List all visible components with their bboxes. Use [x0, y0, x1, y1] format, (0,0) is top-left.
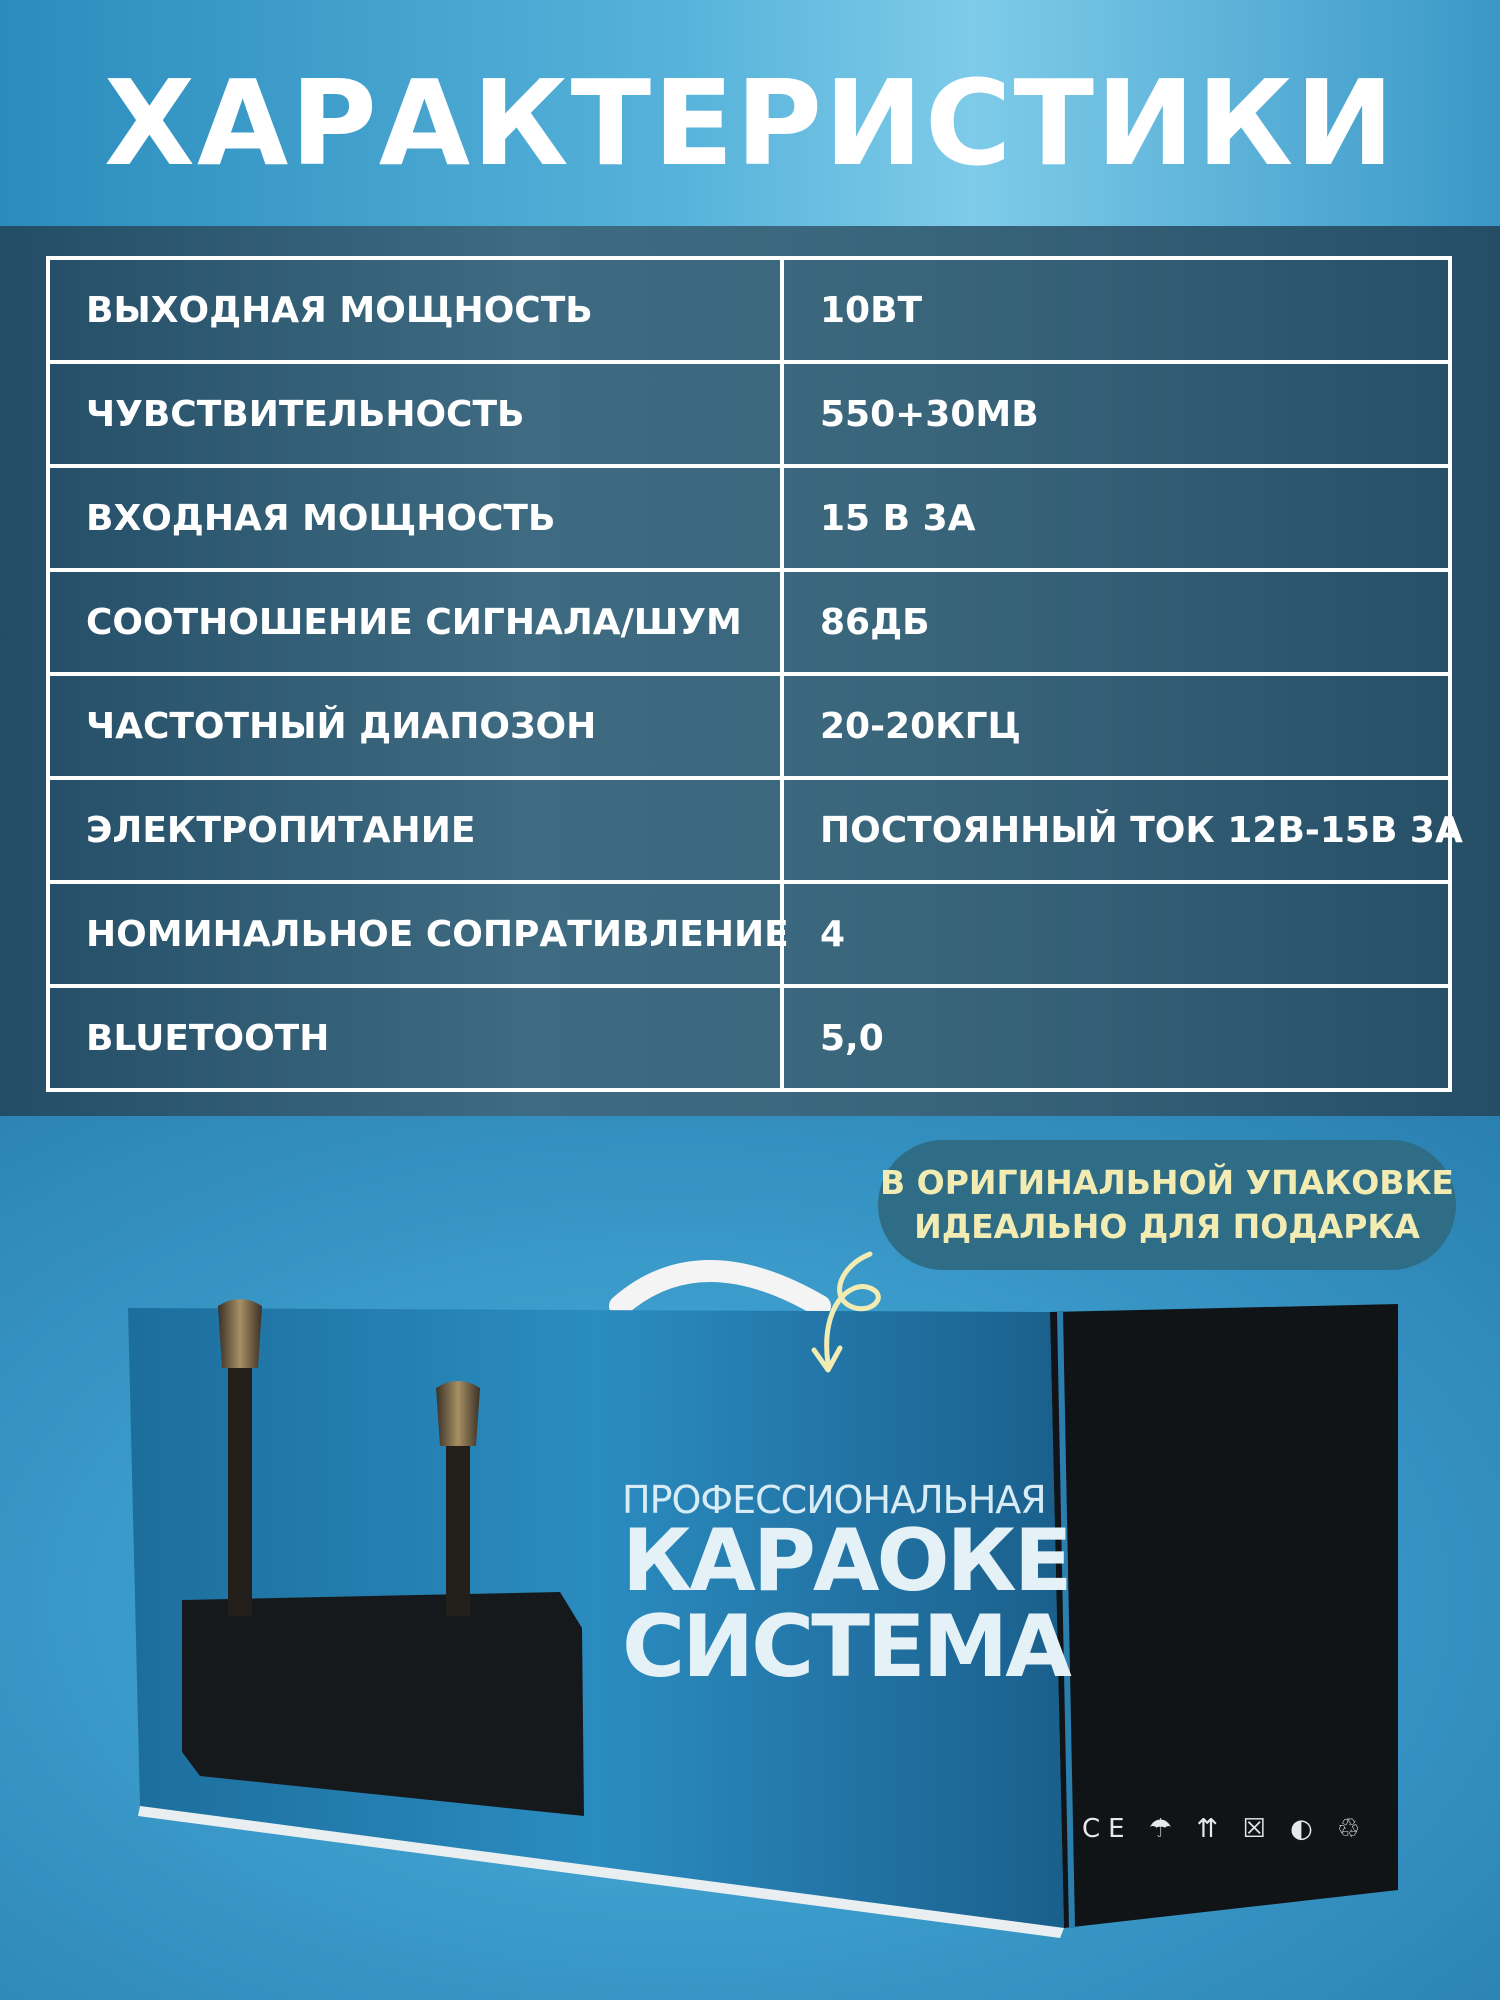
box-subtitle: ПРОФЕССИОНАЛЬНАЯ	[622, 1478, 1046, 1522]
spec-key: ВЫХОДНАЯ МОЩНОСТЬ	[48, 258, 782, 362]
table-row	[48, 466, 1450, 570]
microphone-right	[446, 1436, 470, 1616]
spec-value: ПОСТОЯННЫЙ ТОК 12В-15В 3А	[782, 778, 1450, 882]
badge-line-1: В ОРИГИНАЛЬНОЙ УПАКОВКЕ	[880, 1163, 1454, 1202]
spec-value: 4	[782, 882, 1450, 986]
packaging-symbols: CE ☂ ⇈ ☒ ◐ ♲	[1082, 1814, 1369, 1844]
spec-key: СООТНОШЕНИЕ СИГНАЛА/ШУМ	[48, 570, 782, 674]
table-row	[48, 362, 1450, 466]
curly-arrow-icon	[800, 1246, 920, 1396]
page-title: ХАРАКТЕРИСТИКИ	[104, 54, 1396, 192]
spec-key: ЧУВСТВИТЕЛЬНОСТЬ	[48, 362, 782, 466]
box-title-line-1: КАРАОКЕ	[622, 1511, 1070, 1611]
table-row	[48, 986, 1450, 1090]
spec-value: 15 В 3А	[782, 466, 1450, 570]
table-row	[48, 570, 1450, 674]
table-row	[48, 258, 1450, 362]
spec-value: 86ДБ	[782, 570, 1450, 674]
box-title	[622, 1511, 1070, 1697]
spec-value: 550+30МВ	[782, 362, 1450, 466]
product-photo-area	[0, 1116, 1500, 2000]
table-row	[48, 778, 1450, 882]
microphone-left	[228, 1356, 252, 1616]
table-row	[48, 674, 1450, 778]
spec-key: ЧАСТОТНЫЙ ДИАПОЗОН	[48, 674, 782, 778]
spec-value: 5,0	[782, 986, 1450, 1090]
spec-key: ВХОДНАЯ МОЩНОСТЬ	[48, 466, 782, 570]
handle-shape	[620, 1271, 820, 1306]
spec-key: ЭЛЕКТРОПИТАНИЕ	[48, 778, 782, 882]
badge-line-2: ИДЕАЛЬНО ДЛЯ ПОДАРКА	[914, 1207, 1420, 1246]
table-row	[48, 882, 1450, 986]
specs-panel	[0, 226, 1500, 1116]
spec-value: 20-20КГЦ	[782, 674, 1450, 778]
spec-table	[46, 256, 1463, 1092]
spec-value: 10ВТ	[782, 258, 1450, 362]
gift-badge	[878, 1140, 1456, 1270]
spec-key: BLUETOOTH	[48, 986, 782, 1090]
spec-key: НОМИНАЛЬНОЕ СОПРАТИВЛЕНИЕ	[48, 882, 782, 986]
header-banner	[0, 0, 1500, 226]
box-title-line-2: СИСТЕМА	[622, 1597, 1069, 1697]
